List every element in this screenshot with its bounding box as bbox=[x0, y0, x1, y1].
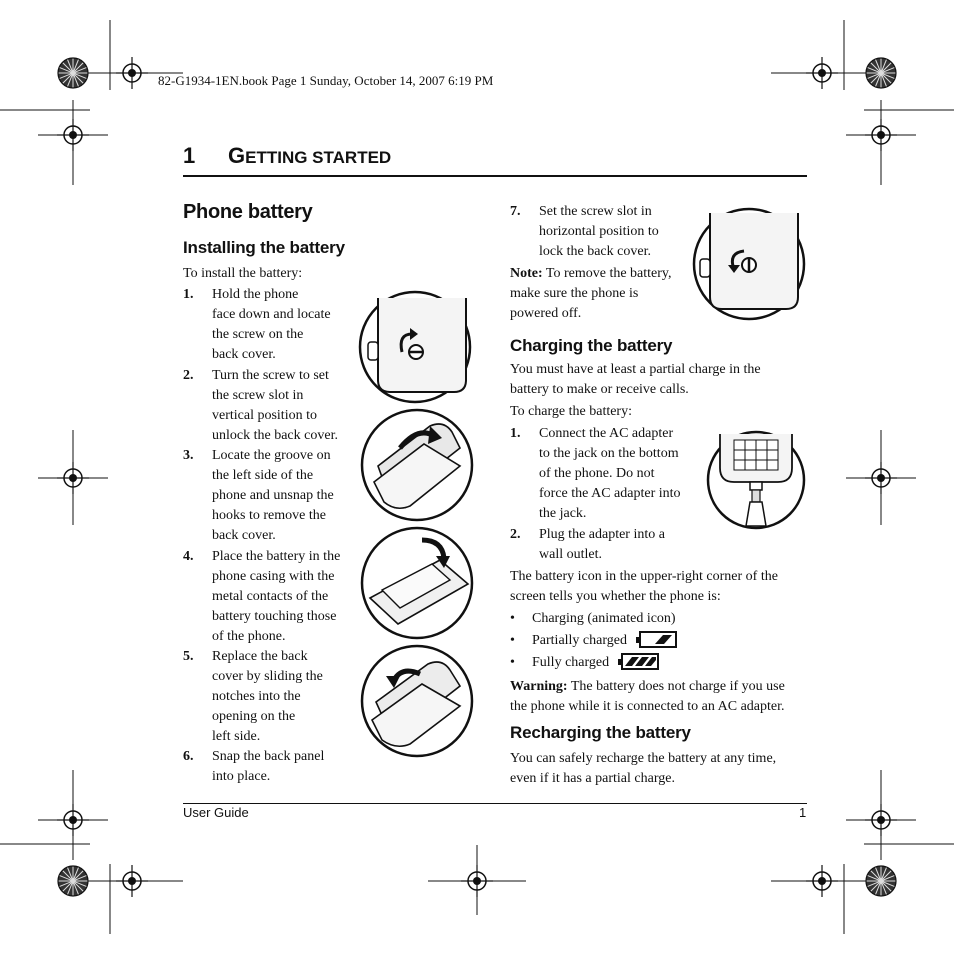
illustration-remove-cover bbox=[360, 408, 474, 522]
step-text: Turn the screw to set the screw slot in vertical position to unlock the back cover. bbox=[212, 368, 338, 443]
illustration-replace-cover bbox=[360, 644, 474, 758]
step-number: 1. bbox=[510, 426, 521, 441]
step-text: Set the screw slot in horizontal position to lock the back cover. bbox=[539, 204, 659, 259]
step-number: 7. bbox=[510, 204, 521, 219]
install-heading: Installing the battery bbox=[183, 238, 345, 257]
charging-heading: Charging the battery bbox=[510, 336, 673, 355]
battery-icon-intro: The battery icon in the upper-right corner of the screen tells you whether the phone is: bbox=[510, 569, 778, 604]
chapter-number: 1 bbox=[183, 143, 196, 168]
illustration-unlock-screw bbox=[358, 290, 476, 408]
step-number: 2. bbox=[510, 527, 521, 542]
footer-page-number: 1 bbox=[799, 805, 807, 820]
print-header: 82-G1934-1EN.book Page 1 Sunday, October 14, 2007 6:19 PM bbox=[158, 73, 494, 88]
warning: Warning: The battery does not charge if you use the phone while it is connected to an AC adapter. bbox=[510, 679, 785, 714]
step-number: 2. bbox=[183, 368, 194, 383]
recharging-heading: Recharging the battery bbox=[510, 723, 691, 742]
illustration-insert-battery bbox=[360, 526, 474, 640]
chapter-rule bbox=[183, 175, 807, 177]
footer-left: User Guide bbox=[183, 805, 249, 820]
list-item: • Charging (animated icon) bbox=[510, 611, 676, 626]
step-number: 1. bbox=[183, 287, 194, 302]
step-text: Replace the back cover by sliding the notches into the opening on the left side. bbox=[212, 649, 323, 744]
step-number: 3. bbox=[183, 448, 194, 463]
illustration-ac-adapter bbox=[706, 428, 806, 532]
list-item: • Partially charged bbox=[510, 630, 679, 652]
step-text: Plug the adapter into a wall outlet. bbox=[539, 527, 665, 562]
step-number: 5. bbox=[183, 649, 194, 664]
bullet-list bbox=[510, 608, 679, 674]
step-number: 4. bbox=[183, 549, 194, 564]
step-text: Snap the back panel into place. bbox=[212, 749, 325, 784]
install-intro: To install the battery: bbox=[183, 266, 303, 281]
charging-to-charge: To charge the battery: bbox=[510, 404, 632, 419]
recharging-text: You can safely recharge the battery at any time, even if it has a partial charge. bbox=[510, 751, 777, 786]
step-text: Locate the groove on the left side of the phone and unsnap the hooks to remove the back cover. bbox=[212, 448, 334, 543]
step-text: Connect the AC adapter to the jack on the bottom of the phone. Do not force the AC adapter into the jack. bbox=[539, 426, 681, 521]
section-title: Phone battery bbox=[183, 201, 313, 223]
illustration-lock-screw bbox=[692, 207, 806, 321]
battery-full-icon bbox=[617, 652, 661, 670]
step-text: Place the battery in the phone casing with the metal contacts of the battery touching those of the phone. bbox=[212, 549, 341, 644]
note: Note: To remove the battery, make sure the phone is powered off. bbox=[510, 266, 672, 321]
battery-partial-icon bbox=[635, 630, 679, 648]
charging-intro: You must have at least a partial charge in the battery to make or receive calls. bbox=[510, 362, 761, 397]
step-number: 6. bbox=[183, 749, 194, 764]
chapter-title: GETTING STARTED bbox=[228, 143, 392, 168]
step-text: Hold the phone face down and locate the screw on the back cover. bbox=[212, 287, 331, 362]
list-item: • Fully charged bbox=[510, 652, 679, 674]
footer-rule bbox=[183, 803, 807, 804]
